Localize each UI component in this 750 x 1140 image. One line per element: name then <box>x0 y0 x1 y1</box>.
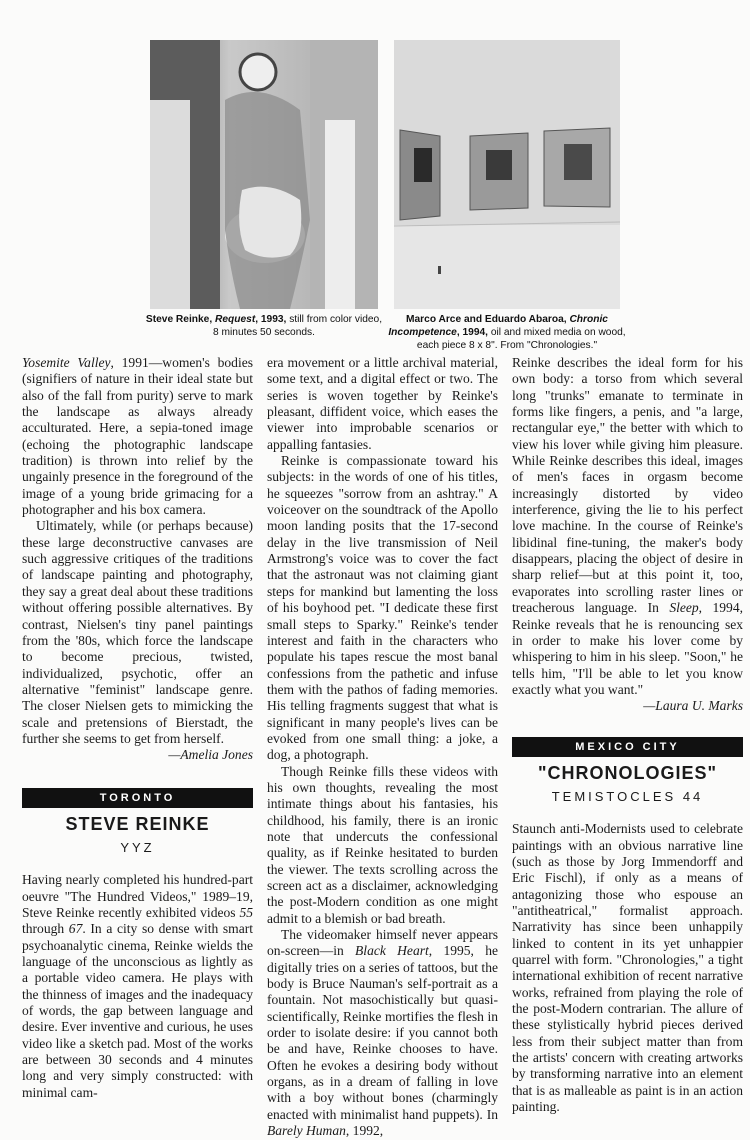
section-city-bar: MEXICO CITY <box>512 737 743 757</box>
paragraph: Reinke is compassionate toward his subjects: in the words of one of his titles, he squeezes "sorrow from an ashtray." A voiceover on the soundtrack of the Apollo moon landing posits that the 17-second delay in the live transmission of Neil Armstrong's voice was to cover the fact that the astronaut was not claiming giant steps for mankind but lamenting the loss of his boyhood pet. "I dedicate these first small steps to Sparky." Reinke's tender interest and faith in the characters who populate his tapes rescue the most banal confessions from the pathetic and infuse them with the pathos of fading memories. His telling fragments suggest that what is significant in many people's lives can be evoked from one small thing: a joke, a dog, a photograph. <box>267 453 498 763</box>
caption-duration: 8 minutes 50 seconds. <box>213 327 315 338</box>
paragraph: The videomaker himself never appears on-screen—in Black Heart, 1995, he digitally tries on a series of tattoos, but the body is Bruce Nauman's self-portrait as a fountain. Not masochistically but quasi-scientifically, Reinke mortifies the flesh in order to isolate desire: if you cannot both be and have, Reinke chooses to have. Often he evokes a desiring body without organs, as in a dream of falling in love with a boy without bones (charmingly enacted with minimalist hand puppets). In Barely Human, 1992, <box>267 927 498 1139</box>
caption-artist: Steve Reinke, <box>145 314 216 325</box>
photo-chronic-incompetence <box>394 40 620 309</box>
section-city-bar: TORONTO <box>22 788 253 808</box>
review-headline: STEVE REINKE <box>65 813 210 834</box>
caption-title-cont: Incompetence <box>388 327 457 338</box>
caption-artist: Marco Arce and Eduardo Abaroa, <box>406 314 570 325</box>
photo-gallery-image <box>394 40 620 309</box>
photo-request-caption <box>140 313 388 339</box>
paragraph: Reinke describes the ideal form for his own body: a torso from which several long "trunks" emanate to terminate in forms like fingers, a penis, and "a large, rectangular eye," the better with which to view his lover while giving him pleasure. While Reinke describes this ideal, images of men's faces in orgasm become increasingly distorted by video interference, giving the lie to his perfect love machine. In the course of Reinke's libidinal fine-tuning, the maker's body disappears, placing the object of desire in sharp relief—but at this point it, too, evaporates into scrolling raster lines or treacherous language. In Sleep, 1994, Reinke reveals that he is renouncing sex in order to make his lover come by whispering to him in his sleep. "Soon," he tells him, "I'll be able to let you know exactly what you want." <box>512 355 743 697</box>
paragraph: Yosemite Valley, 1991—women's bodies (signifiers of nature in their ideal state but also of the fall from purity) serve to mark the landscape as always already acculturated. Here, a sepia-toned image (echoing the photographic landscape tradition) is thrown into relief by the ungainly presence in the foreground of the image of a young bride grimacing for a photographer and his box camera. <box>22 355 253 518</box>
review-venue: TEMISTOCLES 44 <box>551 788 704 804</box>
review-venue: YYZ <box>120 839 155 855</box>
caption-year: , 1993, <box>255 314 287 325</box>
caption-dimensions: each piece 8 x 8". From "Chronologies." <box>416 340 598 351</box>
paragraph: Though Reinke fills these videos with his own thoughts, revealing the most intimate things about his fantasies, his childhood, his family, there is an ironic note that undercuts the confessional quality, as if Reinke hesitated to burden the viewer. The texts scrolling across the screen act as a disclaimer, acknowledging the post-Modern condition as one might admit to a blemish or bad breath. <box>267 763 498 926</box>
column-2 <box>267 355 498 1140</box>
caption-medium: still from color video, <box>286 314 383 325</box>
paragraph: Ultimately, while (or perhaps because) these large deconstructive canvases are such aggressive critiques of the traditions of landscape painting and photography, they say a great deal about these traditions without offering possible alternatives. By contrast, Nielsen's tiny panel paintings from the '80s, which force the landscape to become precious, twisted, individualized, psychotic, offer an alternative "feminist" landscape genre. The closer Nielsen gets to mimicking the scale and pretensions of Bierstadt, the further she seems to get from herself. <box>22 518 253 746</box>
paragraph: Staunch anti-Modernists used to celebrate paintings with an obvious narrative line (such as those by Jorg Immendorff and Eric Fischl), if only as a means of antagonizing those who espouse an "antitheatrical," formalist approach. Narrativity has since been unhappily linked to content in its yet unhappier quarrel with form. "Chronologies," a tight international exhibition of recent narrative works, refrained from playing the role of the post-Modern contrarian. The allure of these stylistically hybrid pieces derived less from their subject matter than from the artists' concern with creating artworks by transforming narrative into an element that is as malleable as paint is in an action painting. <box>512 821 743 1115</box>
paragraph: era movement or a little archival material, some text, and a digital effect or two. The series is woven together by Reinke's pleasant, diffident voice, which eases the viewer into improbable scenarios or appalling fantasies. <box>267 355 498 452</box>
photo-request <box>150 40 378 309</box>
column-1 <box>22 355 253 1101</box>
author-signature: —Laura U. Marks <box>643 698 743 714</box>
paragraph: Having nearly completed his hundred-part oeuvre "The Hundred Videos," 1989–19, Steve Reinke recently exhibited videos 55 through 67. In a city so dense with smart psychoanalytic cinema, Reinke wields the language of the unconscious as lightly as a portable video camera. He plays with the thinness of images and the inadequacy of words, the gap between language and desire. Ever inventive and curious, he uses video like a sketch pad. Most of the works are between 30 seconds and 4 minutes long and very simply constructed: with minimal cam- <box>22 872 253 1100</box>
work-title: Yosemite Valley <box>22 355 111 370</box>
photo-chronic-caption <box>380 313 634 352</box>
caption-year: , 1994, <box>456 327 489 338</box>
author-signature: —Amelia Jones <box>168 747 253 763</box>
caption-title: Chronic <box>569 314 608 325</box>
review-headline: "CHRONOLOGIES" <box>537 762 718 783</box>
column-3 <box>512 355 743 1115</box>
photo-request-image <box>150 40 378 309</box>
caption-title: Request <box>215 314 256 325</box>
caption-medium: oil and mixed media on wood, <box>488 327 626 338</box>
